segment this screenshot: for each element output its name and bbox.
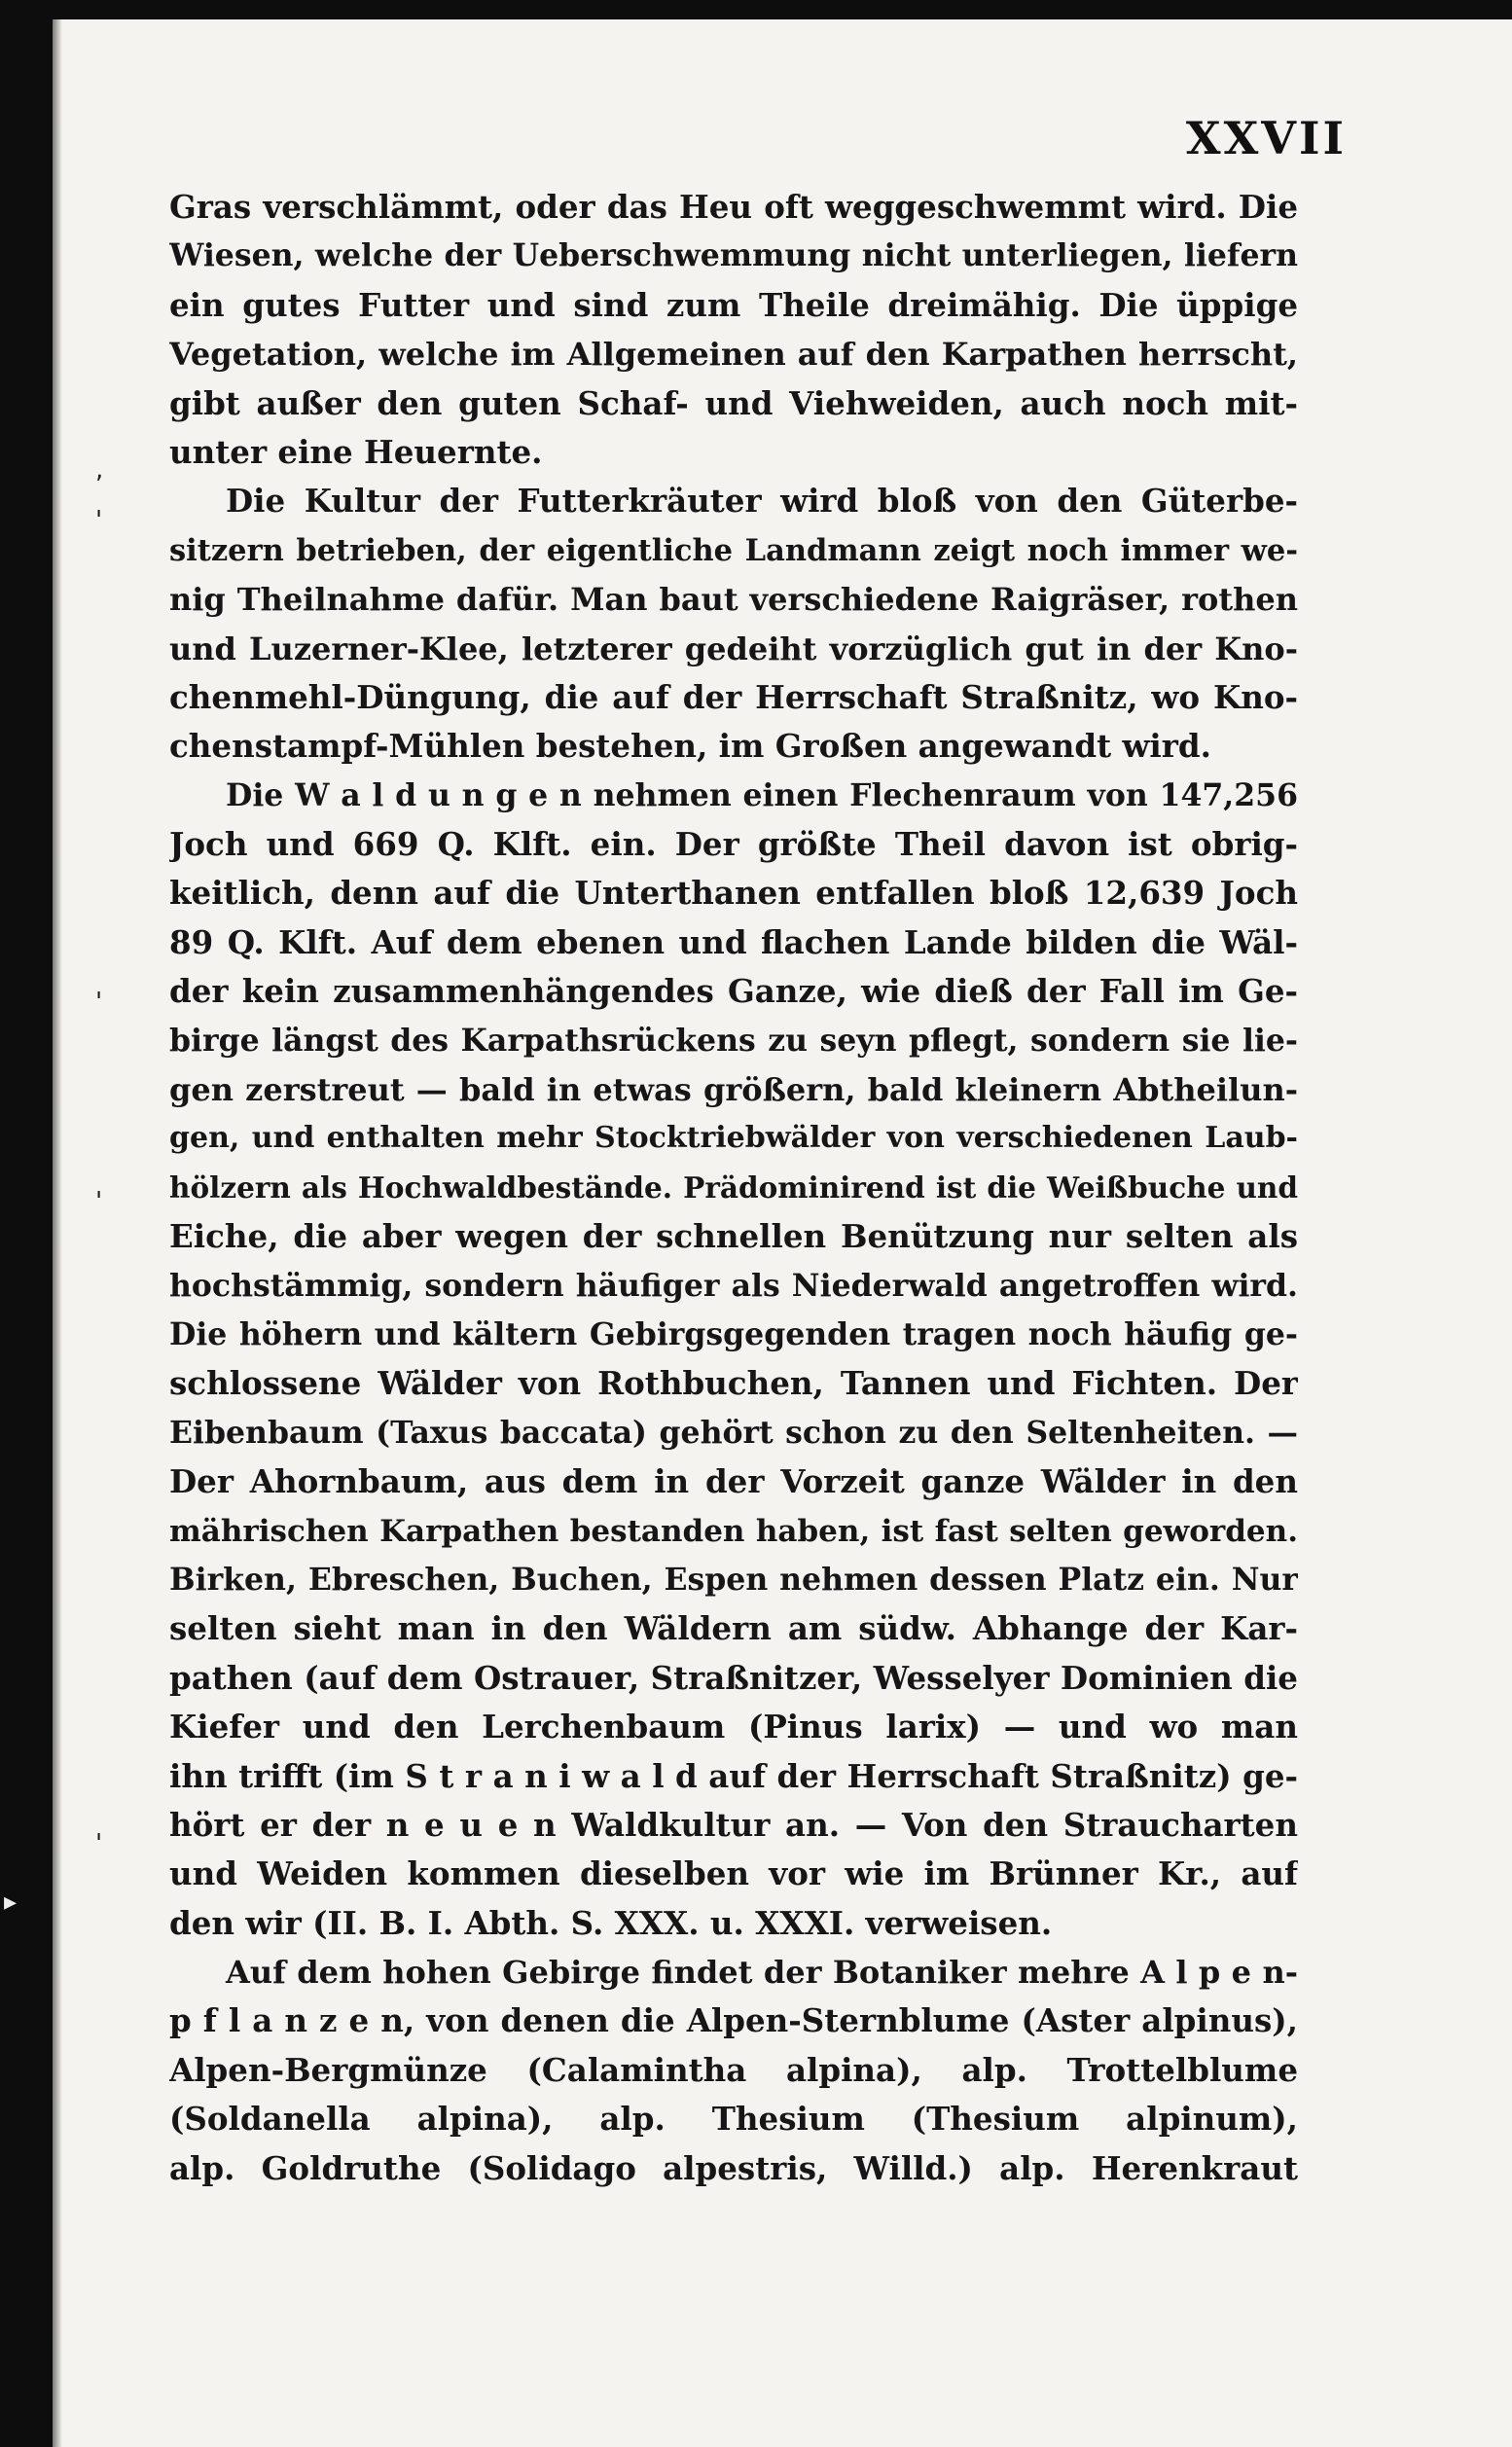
text-line: p f l a n z e n, von denen die Alpen-Sternblume (Aster alpinus),: [169, 2001, 1298, 2040]
margin-mark: ,: [95, 455, 104, 485]
text-line: nig Theilnahme dafür. Man baut verschiedene Raigräser, rothen: [169, 581, 1298, 619]
text-line: alp. Goldruthe (Solidago alpestris, Willd.) alp. Herenkraut: [169, 2148, 1298, 2187]
text-line: schlossene Wälder von Rothbuchen, Tannen und Fichten. Der: [169, 1364, 1298, 1403]
text-line: birge längst des Karpathsrückens zu seyn pflegt, sondern sie lie-: [169, 1022, 1298, 1059]
margin-mark: ': [95, 1187, 103, 1216]
text-line: Wiesen, welche der Ueberschwemmung nicht unterliegen, liefern: [169, 237, 1298, 274]
text-line: chenstampf-Mühlen bestehen, im Großen angewandt wird.: [169, 727, 1211, 766]
text-line: selten sieht man in den Wäldern am südw. Abhange der Kar-: [169, 1609, 1298, 1648]
text-line: Eibenbaum (Taxus baccata) gehört schon zu den Seltenheiten. —: [169, 1414, 1298, 1451]
text-line: keitlich, denn auf die Unterthanen entfallen bloß 12,639 Joch: [169, 874, 1298, 913]
text-line: hölzern als Hochwaldbestände. Prädominirend ist die Weißbuche und: [169, 1170, 1298, 1205]
margin-mark: ▸: [4, 1888, 18, 1917]
text-line: pathen (auf dem Ostrauer, Straßnitzer, Wesselyer Dominien die: [169, 1658, 1298, 1697]
text-line: hochstämmig, sondern häufiger als Niederwald angetroffen wird.: [169, 1267, 1298, 1304]
text-line: Birken, Ebreschen, Buchen, Espen nehmen dessen Platz ein. Nur: [169, 1561, 1298, 1598]
margin-mark: ': [95, 506, 103, 535]
page-text: [169, 183, 1298, 2193]
text-line: Die W a l d u n g e n nehmen einen Flechenraum von 147,256: [226, 776, 1298, 813]
text-line: der kein zusammenhängendes Ganze, wie dieß der Fall im Ge-: [169, 972, 1298, 1011]
text-line: Die höhern und kältern Gebirgsgegenden tragen noch häufig ge-: [169, 1315, 1298, 1352]
text-line: Joch und 669 Q. Klft. ein. Der größte Theil davon ist obrig-: [169, 825, 1298, 864]
text-line: den wir (II. B. I. Abth. S. XXX. u. XXXI. verweisen.: [169, 1903, 1053, 1942]
text-line: Die Kultur der Futterkräuter wird bloß von den Güterbe-: [226, 482, 1298, 521]
margin-mark: ': [95, 1829, 103, 1858]
text-line: ihn trifft (im S t r a n i w a l d auf der Herrschaft Straßnitz) ge-: [169, 1756, 1298, 1795]
gutter-shadow: [53, 19, 62, 2447]
text-line: ein gutes Futter und sind zum Theile dreimähig. Die üppige: [169, 285, 1298, 324]
text-line: hört er der n e u e n Waldkultur an. — Von den Straucharten: [169, 1805, 1298, 1844]
text-line: mährischen Karpathen bestanden haben, ist fast selten geworden.: [169, 1513, 1298, 1549]
book-page: [4, 19, 1512, 2447]
text-line: sitzern betrieben, der eigentliche Landmann zeigt noch immer we-: [169, 532, 1298, 568]
text-line: und Luzerner-Klee, letzterer gedeiht vorzüglich gut in der Kno-: [169, 630, 1298, 667]
text-line: Gras verschlämmt, oder das Heu oft weggeschwemmt wird. Die: [169, 188, 1298, 226]
text-line: Eiche, die aber wegen der schnellen Benützung nur selten als: [169, 1217, 1298, 1256]
text-line: Vegetation, welche im Allgemeinen auf den Karpathen herrscht,: [169, 336, 1298, 374]
text-line: Auf dem hohen Gebirge findet der Botaniker mehre A l p e n-: [226, 1954, 1298, 1992]
margin-mark: ': [95, 988, 103, 1017]
text-line: (Soldanella alpina), alp. Thesium (Thesium alpinum),: [169, 2100, 1298, 2139]
text-line: Kiefer und den Lerchenbaum (Pinus larix) — und wo man: [169, 1708, 1298, 1746]
text-line: unter eine Heuernte.: [169, 432, 543, 471]
text-line: 89 Q. Klft. Auf dem ebenen und flachen Lande bilden die Wäl-: [169, 922, 1298, 961]
text-line: gen, und enthalten mehr Stocktriebwälder von verschiedenen Laub-: [169, 1121, 1298, 1156]
text-line: Alpen-Bergmünze (Calamintha alpina), alp. Trottelblume: [169, 2050, 1298, 2089]
text-line: und Weiden kommen dieselben vor wie im Brünner Kr., auf: [169, 1854, 1298, 1893]
text-line: chenmehl-Düngung, die auf der Herrschaft Straßnitz, wo Kno-: [169, 677, 1298, 716]
page-number: XXVII: [1185, 112, 1347, 164]
text-line: gibt außer den guten Schaf- und Viehweiden, auch noch mit-: [169, 383, 1298, 422]
text-line: gen zerstreut — bald in etwas größern, bald kleinern Abtheilun-: [169, 1071, 1298, 1109]
text-line: Der Ahornbaum, aus dem in der Vorzeit ganze Wälder in den: [169, 1462, 1298, 1501]
